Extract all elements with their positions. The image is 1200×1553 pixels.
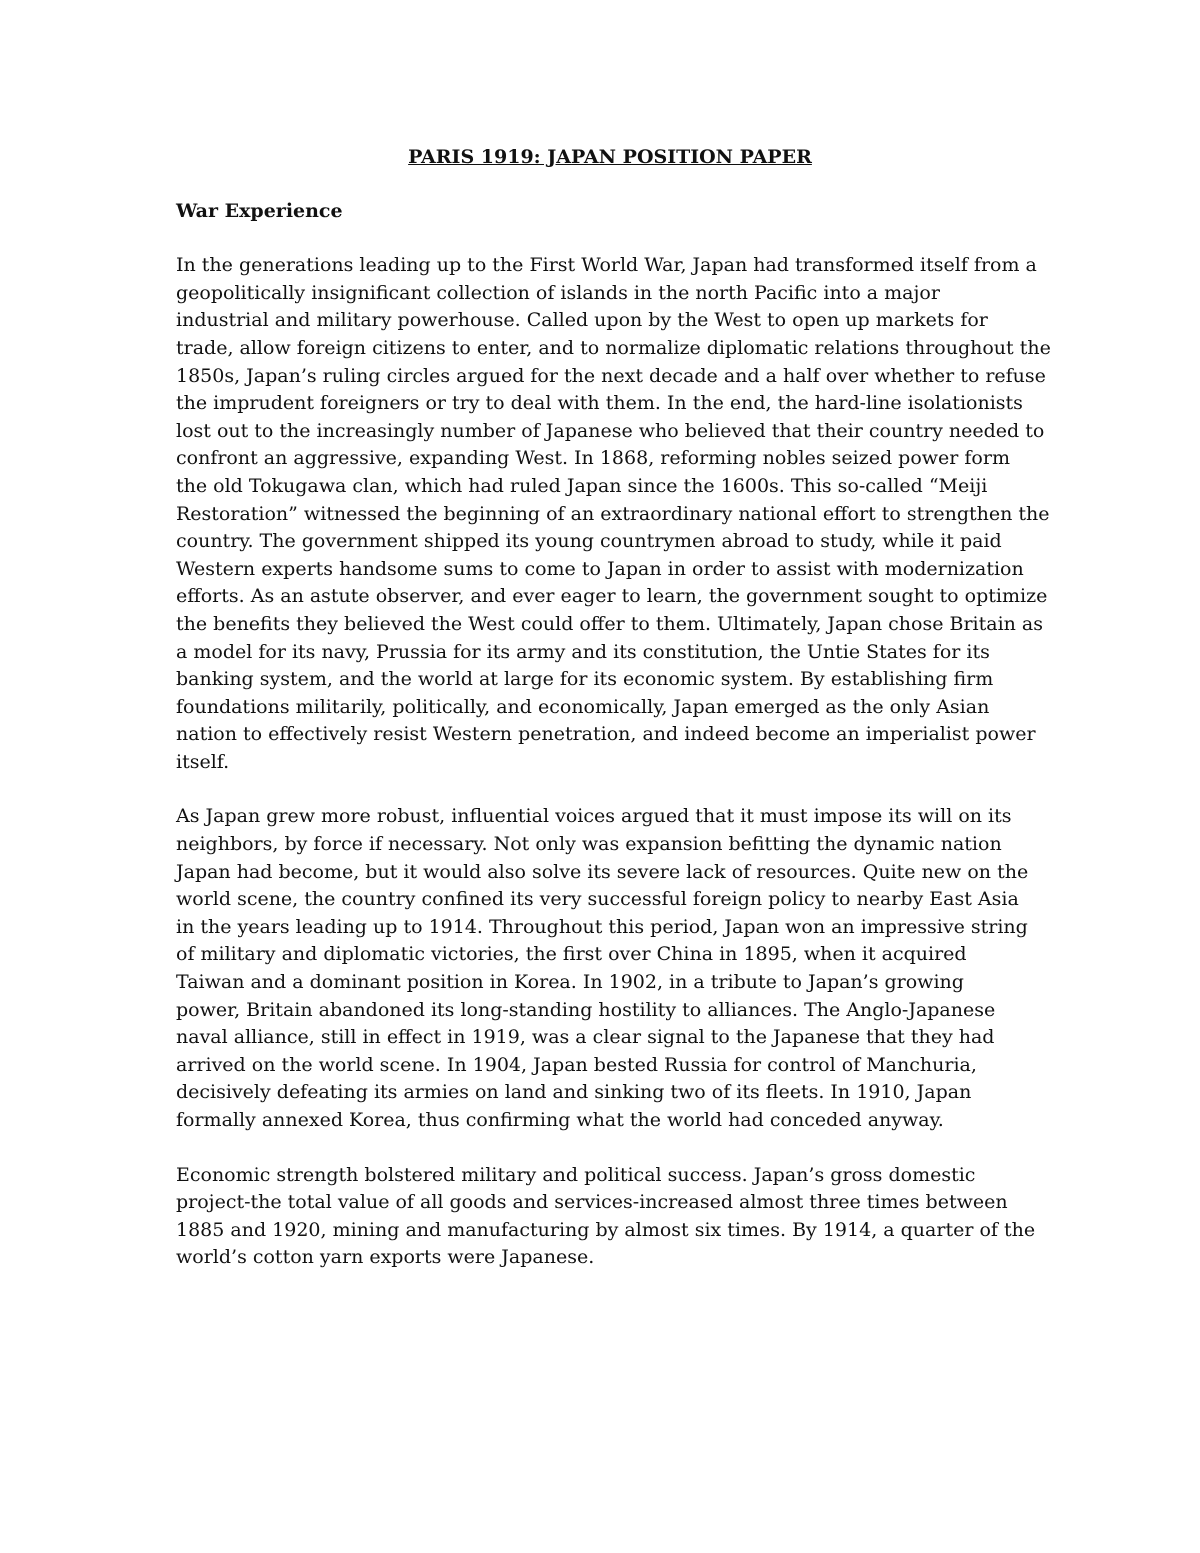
paragraph-line: project-the total value of all goods and services-increased almost three times between (176, 1191, 1008, 1214)
paragraph-line: In the generations leading up to the First World War, Japan had transformed itself from a (176, 254, 1037, 277)
paragraph-line: Japan had become, but it would also solve its severe lack of resources. Quite new on the (176, 860, 1029, 883)
paragraph-3 (176, 1162, 1036, 1272)
paragraph-line: Western experts handsome sums to come to Japan in order to assist with modernization (176, 557, 1024, 580)
paragraph-line: decisively defeating its armies on land and sinking two of its fleets. In 1910, Japan (176, 1081, 972, 1104)
paragraph-line: confront an aggressive, expanding West. In 1868, reforming nobles seized power form (176, 447, 1010, 470)
paragraph-line: efforts. As an astute observer, and ever eager to learn, the government sought to optimize (176, 585, 1048, 608)
document-title: PARIS 1919: JAPAN POSITION PAPER (408, 146, 812, 168)
paragraph-line: 1850s, Japan’s ruling circles argued for the next decade and a half over whether to refuse (176, 364, 1046, 387)
paragraph-line: the benefits they believed the West could offer to them. Ultimately, Japan chose Britain as (176, 612, 1044, 635)
paragraph-line: the old Tokugawa clan, which had ruled Japan since the 1600s. This so-called “Meiji (176, 474, 988, 497)
paragraph-line: a model for its navy, Prussia for its army and its constitution, the Untie States for its (176, 640, 990, 663)
paragraph-line: industrial and military powerhouse. Called upon by the West to open up markets for (176, 309, 988, 332)
paragraph-line: world scene, the country confined its very successful foreign policy to nearby East Asia (176, 888, 1019, 911)
paragraph-line: As Japan grew more robust, influential voices argued that it must impose its will on its (176, 805, 1012, 828)
paragraph-line: 1885 and 1920, mining and manufacturing by almost six times. By 1914, a quarter of the (176, 1218, 1036, 1241)
paragraph-1 (176, 252, 1051, 776)
paragraph-line: foundations militarily, politically, and economically, Japan emerged as the only Asian (176, 695, 990, 718)
paragraph-line: world’s cotton yarn exports were Japanese. (176, 1246, 595, 1269)
paragraph-line: Economic strength bolstered military and political success. Japan’s gross domestic (176, 1163, 976, 1186)
paragraph-line: country. The government shipped its young countrymen abroad to study, while it paid (176, 530, 1002, 553)
paragraph-line: of military and diplomatic victories, the first over China in 1895, when it acquired (176, 943, 967, 966)
paragraph-line: naval alliance, still in effect in 1919, was a clear signal to the Japanese that they had (176, 1026, 995, 1049)
paragraph-line: lost out to the increasingly number of Japanese who believed that their country needed to (176, 419, 1045, 442)
paragraph-2 (176, 803, 1036, 1134)
paragraph-line: itself. (176, 750, 230, 773)
paragraph-line: formally annexed Korea, thus confirming what the world had conceded anyway. (176, 1109, 944, 1131)
paragraph-line: arrived on the world scene. In 1904, Japan bested Russia for control of Manchuria, (176, 1053, 977, 1076)
paragraph-line: the imprudent foreigners or try to deal with them. In the end, the hard-line isolationists (176, 392, 1023, 415)
paragraphs-container (176, 252, 1051, 1272)
paragraph-line: trade, allow foreign citizens to enter, and to normalize diplomatic relations throughout the (176, 336, 1051, 359)
paragraph-line: in the years leading up to 1914. Throughout this period, Japan won an impressive string (176, 915, 1028, 938)
paragraph-line: nation to effectively resist Western penetration, and indeed become an imperialist power (176, 723, 1036, 746)
paragraph-line: Restoration” witnessed the beginning of an extraordinary national effort to strengthen the (176, 502, 1050, 525)
section-heading: War Experience (176, 199, 343, 222)
paragraph-line: neighbors, by force if necessary. Not only was expansion befitting the dynamic nation (176, 833, 1002, 856)
paragraph-line: power, Britain abandoned its long-standing hostility to alliances. The Anglo-Japanese (176, 998, 996, 1021)
paragraph-line: banking system, and the world at large for its economic system. By establishing firm (176, 668, 994, 691)
paragraph-line: Taiwan and a dominant position in Korea. In 1902, in a tribute to Japan’s growing (176, 971, 964, 994)
document-body (176, 144, 1051, 1272)
paragraph-line: geopolitically insignificant collection of islands in the north Pacific into a major (176, 281, 940, 304)
